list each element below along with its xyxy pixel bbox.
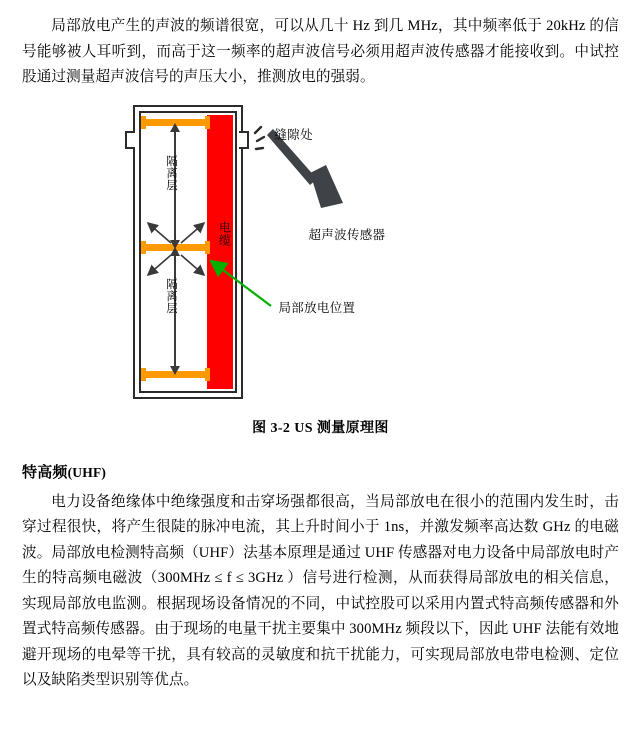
distance-label-upper: 隔离层 bbox=[165, 154, 177, 191]
crack-label: 缝隙处 bbox=[274, 127, 313, 142]
uhf-body-block bbox=[22, 490, 619, 694]
section-heading-abbr: (UHF) bbox=[67, 464, 107, 480]
section-heading-text: 特高频 bbox=[22, 464, 68, 481]
ultrasonic-sensor-label: 超声波传感器 bbox=[308, 227, 386, 242]
cable-label: 电缆 bbox=[217, 220, 232, 247]
figure-caption: 图 3-2 US 测量原理图 bbox=[252, 420, 389, 436]
pd-location-label: 局部放电位置 bbox=[278, 300, 356, 315]
intro-paragraph: 局部放电产生的声波的频谱很宽，可以从几十 Hz 到几 MHz，其中频率低于 20kHz 的信号能够被人耳听到，而高于这一频率的超声波信号必须用超声波传感器才能接收到。中试控股通过测量超声波信号的声压大小，推测放电的强弱。 bbox=[22, 18, 619, 85]
figure-block bbox=[22, 103, 619, 437]
us-measurement-diagram bbox=[121, 103, 521, 403]
wave-propagation-arrows bbox=[121, 103, 521, 403]
distance-label-lower: 隔离层 bbox=[165, 277, 177, 314]
uhf-paragraph: 电力设备绝缘体中绝缘强度和击穿场强都很高，当局部放电在很小的范围内发生时，击穿过程很快，将产生很陡的脉冲电流，其上升时间小于 1ns，并激发频率高达数 GHz 的电磁波。局部放电检测特高频（UHF）法基本原理是通过 UHF 传感器对电力设备中局部放电时产生的特高频电磁波（300MHz ≤ f ≤ 3GHz ）信号进行检测，从而获得局部放电的相关信息，实现局部放电监测。根据现场设备情况的不同，中试控股可以采用内置式特高频传感器和外置式特高频传感器。由于现场的电量干扰主要集中 300MHz 频段以下，因此 UHF 法能有效地避开现场的电晕等干扰，具有较高的灵敏度和抗干扰能力，可实现局部放电带电检测、定位以及缺陷类型识别等优点。 bbox=[22, 493, 619, 688]
section-heading-uhf bbox=[22, 461, 619, 482]
